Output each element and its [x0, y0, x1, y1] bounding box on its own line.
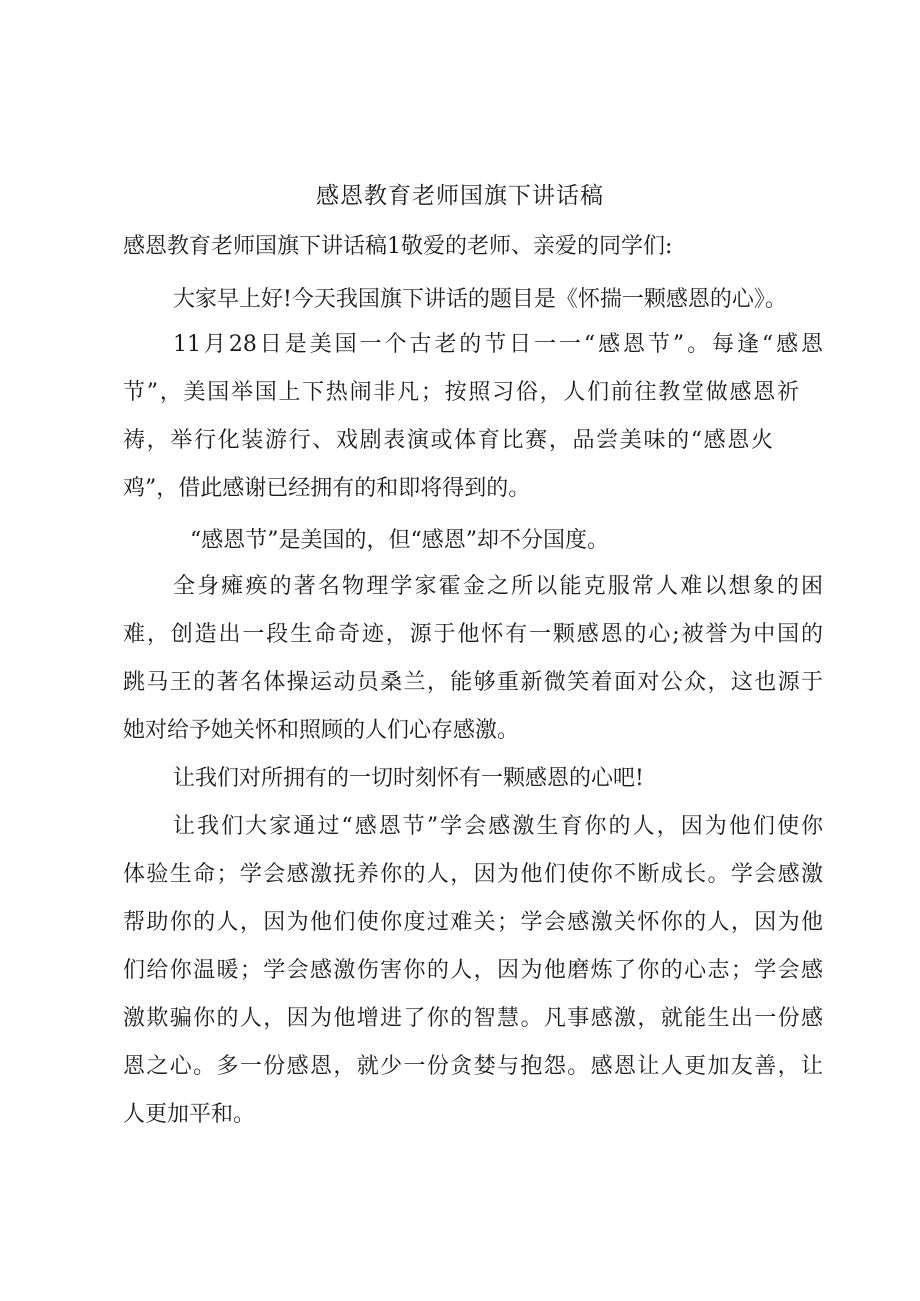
- paragraph-line: 让我们对所拥有的一切时刻怀有一颗感恩的心吧!: [173, 766, 644, 791]
- paragraph-line: 祷，举行化装游行、戏剧表演或体育比赛，品尝美味的“感恩火: [123, 428, 773, 453]
- paragraph-line: 鸡”，借此感谢已经拥有的和即将得到的。: [123, 476, 531, 501]
- paragraph-line: 节”，美国举国上下热闹非凡；按照习俗，人们前往教堂做感恩祈: [123, 380, 799, 405]
- paragraph-line: 大家早上好!今天我国旗下讲话的题目是《怀揣一颗感恩的心》。: [173, 287, 787, 312]
- paragraph-line: 让我们大家通过“感恩节”学会感激生育你的人，因为他们使你: [173, 814, 823, 839]
- paragraph-line: 人更加平和。: [123, 1102, 256, 1127]
- greeting-line: 感恩教育老师国旗下讲话稿1敬爱的老师、亲爱的同学们:: [123, 234, 673, 259]
- paragraph-line: “感恩节”是美国的，但“感恩”却不分国度。: [190, 528, 609, 553]
- paragraph-line: 恩之心。多一份感恩，就少一份贪婪与抱怨。感恩让人更加友善，让: [123, 1054, 823, 1079]
- paragraph-line: 跳马王的著名体操运动员桑兰，能够重新微笑着面对公众，这也源于: [123, 670, 823, 695]
- paragraph-line: 们给你温暖；学会感激伤害你的人，因为他磨炼了你的心志；学会感: [123, 958, 823, 983]
- paragraph-line: 11月28日是美国一个古老的节日一一“感恩节”。每逢“感恩: [173, 332, 823, 357]
- paragraph-line: 全身瘫痪的著名物理学家霍金之所以能克服常人难以想象的困: [173, 574, 823, 599]
- paragraph-line: 帮助你的人，因为他们使你度过难关；学会感激关怀你的人，因为他: [123, 910, 823, 935]
- paragraph-line: 激欺骗你的人，因为他增进了你的智慧。凡事感激，就能生出一份感: [123, 1006, 823, 1031]
- paragraph-line: 她对给予她关怀和照顾的人们心存感激。: [123, 718, 520, 743]
- document-title: 感恩教育老师国旗下讲话稿: [316, 183, 604, 209]
- paragraph-line: 体验生命；学会感激抚养你的人，因为他们使你不断成长。学会感激: [123, 862, 823, 887]
- paragraph-line: 难，创造出一段生命奇迹，源于他怀有一颗感恩的心;被誉为中国的: [123, 622, 823, 647]
